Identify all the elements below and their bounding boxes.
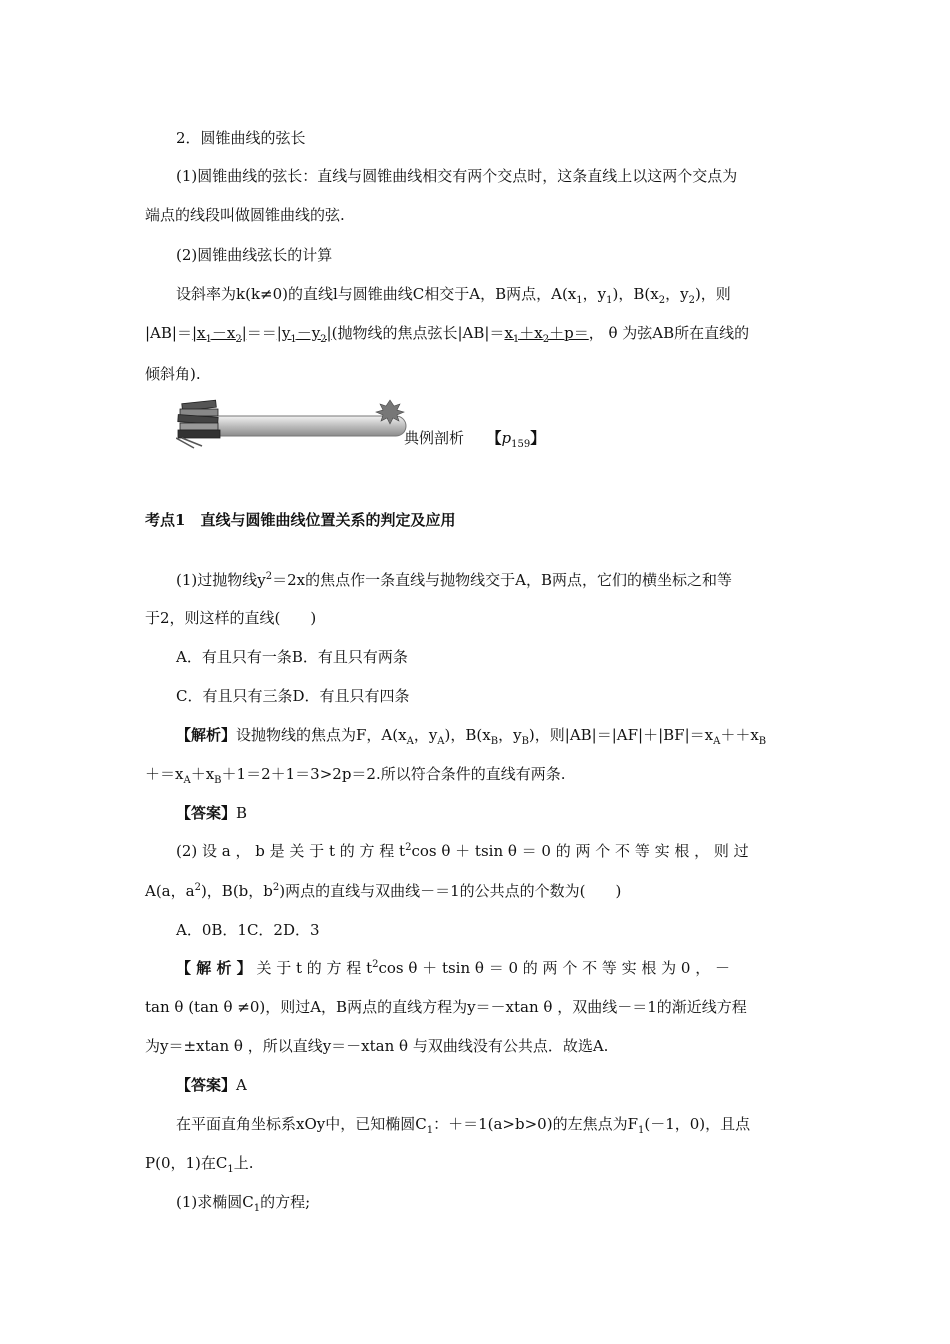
paragraph: 设斜率为k(k≠0)的直线l与圆锥曲线C相交于A，B两点，$A(x_1$，$y_1$)，$B(x_2$，$y_2$)，则 [176, 285, 731, 306]
question-3-sub1: (1)求椭圆$C_1$的方程; [176, 1193, 311, 1214]
paragraph: 倾斜角). [145, 365, 201, 383]
kaodian-heading: 考点1 直线与圆锥曲线位置关系的判定及应用 [145, 511, 456, 529]
paragraph: (1)圆锥曲线的弦长：直线与圆锥曲线相交有两个交点时，这条直线上以这两个交点为 [176, 167, 738, 185]
books-icon [176, 400, 220, 448]
question-2-solution-cont: 为y＝±xtan θ ，所以直线y＝－xtan θ 与双曲线没有公共点．故选A. [145, 1037, 609, 1055]
section-banner [176, 394, 416, 450]
question-2-solution-cont: tan θ (tan θ ≠0)，则过A，B两点的直线方程为y＝－xtan θ ，双曲线－＝1的渐近线方程 [145, 998, 747, 1016]
question-2-cont: A(a，$a^2$)，B(b，$b^2$)两点的直线与双曲线－＝1的公共点的个数为( ) [145, 882, 622, 900]
banner-title: 典例剖析 【$p_{159}$】 [404, 429, 546, 450]
paragraph: 端点的线段叫做圆锥曲线的弦. [145, 206, 345, 224]
question-1-cont: 于2，则这样的直线( ) [145, 609, 317, 627]
banner-bar [196, 416, 406, 436]
question-1-options: A．有且只有一条B．有且只有两条 [176, 648, 408, 666]
question-3-cont: P(0，1)在$C_1$上. [145, 1154, 254, 1175]
question-2-options: A．0B．1C．2D．3 [176, 921, 320, 939]
question-2: (2) 设 a ， b 是 关 于 t 的 方 程 $t^2\cos$ θ ＋ tsin θ ＝ 0 的 两 个 不 等 实 根 ， 则 过 [176, 842, 749, 860]
question-2-solution: 【 解 析 】 关 于 t 的 方 程 $t^2\cos$ θ ＋ tsin θ ＝ 0 的 两 个 不 等 实 根 为 0 ， － [176, 959, 731, 977]
question-1-solution: 【解析】设抛物线的焦点为F，$A(x_A$，$y_A$)，$B(x_B$，$y_B$)，则$|AB|=|AF|+|BF|=x_A++x_B$ [176, 726, 767, 747]
question-1: (1)过抛物线$y^2=2x$的焦点作一条直线与抛物线交于A，B两点，它们的横坐标之和等 [176, 571, 732, 589]
question-3: 在平面直角坐标系xOy中，已知椭圆$C_1$：＋＝1(a>b>0)的左焦点为$F_1(-1$，0)，且点 [176, 1115, 751, 1136]
question-2-answer: 【答案】A [176, 1076, 247, 1094]
paragraph: (2)圆锥曲线弦长的计算 [176, 246, 333, 264]
question-1-answer: 【答案】B [176, 804, 248, 822]
question-1-options: C．有且只有三条D．有且只有四条 [176, 687, 410, 705]
section-heading: 2．圆锥曲线的弦长 [176, 129, 306, 147]
paragraph: $|AB|=|x_1-x_2|==|y_1-y_2|$(抛物线的焦点弦长$|AB|=x_1+x_2+p=$， θ 为弦AB所在直线的 [145, 324, 750, 345]
question-1-solution-cont: $+=x_A+x_B+1=2+1=3>2p=2$.所以符合条件的直线有两条. [145, 765, 566, 786]
